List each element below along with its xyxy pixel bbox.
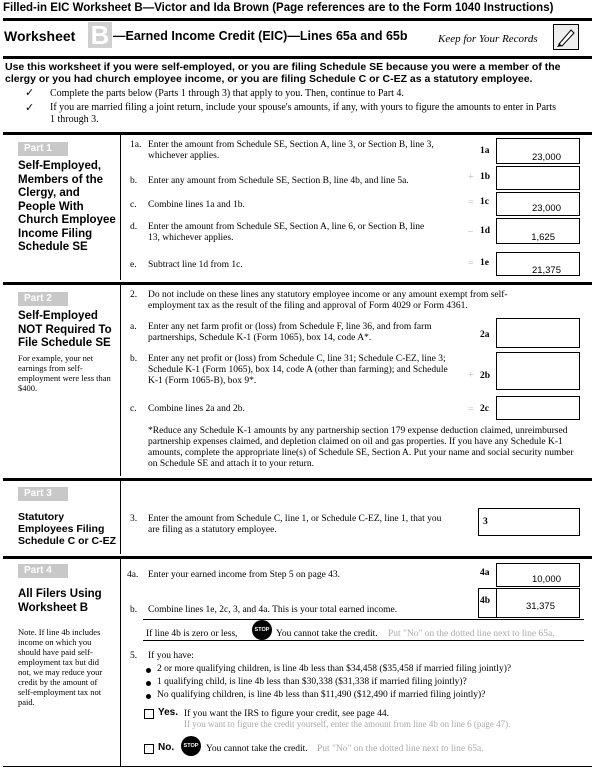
line-1a-value: 23,000 <box>531 152 561 163</box>
equals-operator: = <box>468 404 474 415</box>
line-2b-field[interactable] <box>496 352 580 390</box>
part1-tag: Part 1 <box>18 142 68 156</box>
box-2c-label: 2c <box>480 404 489 414</box>
part1-rule <box>3 132 592 135</box>
part2-sidebar <box>18 292 118 393</box>
line-4b-num: b. <box>130 605 138 615</box>
plus-operator: + <box>468 370 474 381</box>
line-2a-num: a. <box>130 322 137 332</box>
part2-divider <box>120 284 121 476</box>
box-1d-label: 1d <box>480 226 491 236</box>
bullet-icon <box>146 681 151 686</box>
no-checkbox[interactable] <box>144 744 154 754</box>
bullet-icon <box>146 694 151 699</box>
box-1c-label: 1c <box>480 197 489 207</box>
box-1a-label: 1a <box>480 146 490 156</box>
line-3-text: Enter the amount from Schedule C, line 1, or Schedule C-EZ, line 1, that you are filing as a statutory employee. <box>148 514 442 535</box>
line-1c-value: 23,000 <box>531 203 561 214</box>
line-2a-field[interactable] <box>496 318 580 348</box>
line-1d-text: Enter the amount from Schedule SE, Section A, line 6, or Section B, line 13, whichever applies. <box>148 222 425 243</box>
line-1d-value: 1,625 <box>531 232 555 243</box>
line-2a-text: Enter any net farm profit or (loss) from Schedule F, line 36, and from farm partnerships, Schedule K-1 (Form 1065), box 14, code A*. <box>148 322 432 343</box>
stop-sign-icon: STOP <box>252 620 272 640</box>
line-2c-field[interactable] <box>496 396 580 420</box>
line-4b-value: 31,375 <box>525 601 555 612</box>
if-zero-text: If line 4b is zero or less, <box>146 629 238 639</box>
stop-sign-icon: STOP <box>181 736 201 756</box>
line-1b-num: b. <box>130 176 138 186</box>
line-1b-field[interactable] <box>496 166 580 190</box>
checkmark-icon: ✓ <box>25 102 35 114</box>
line-1a-field[interactable] <box>496 138 580 164</box>
if-you-have-text: If you have: <box>148 651 194 661</box>
yes-note: If you want to figure the credit yourself, enter the amount from line 4b on line 6 (page 47). <box>184 719 511 729</box>
part3-divider <box>120 480 121 554</box>
box-4a-label: 4a <box>480 568 490 578</box>
part4-note: Note. If line 4b includes income on which you should have paid self-employment tax but did not, we may reduce your credit by the amount of self-employment tax not paid. <box>18 627 103 707</box>
line-2c-num: c. <box>130 404 137 414</box>
part4-divider <box>120 558 121 766</box>
plus-operator: + <box>468 172 474 183</box>
part4-rule <box>3 556 592 559</box>
yes-text: If you want the IRS to figure your credit, see page 44. <box>184 709 389 719</box>
line-4a-text: Enter your earned income from Step 5 on page 43. <box>148 570 341 580</box>
line-2c-text: Combine lines 2a and 2b. <box>148 404 245 414</box>
line-1e-field[interactable] <box>496 252 580 276</box>
line-2b-text: Enter any net profit or (loss) from Schedule C, line 31; Schedule C-EZ, line 3; Schedule K-1 (Form 1065), box 14, code A (other than farming); and Schedule K-1 (Form 1065-B), box 9*. <box>148 354 448 386</box>
no-label: No. <box>158 742 175 753</box>
intro-bullet-2: If you are married filing a joint return, include your spouse's amounts, if any, with yours to figure the amounts to enter in Parts 1 through 3. <box>50 102 557 125</box>
cannot-take-credit-text: You cannot take the credit. <box>276 629 378 639</box>
line-1c-field[interactable] <box>496 192 580 216</box>
part4-tag: Part 4 <box>18 564 68 578</box>
line-4a-num: 4a. <box>127 570 139 580</box>
document-title: Filled-in EIC Worksheet B—Victor and Ida Brown (Page references are to the Form 1040 Instructions) <box>3 2 554 14</box>
no-put-no-note: Put "No" on the dotted line next to line 65a. <box>317 744 484 754</box>
condition-1: 2 or more qualifying children, is line 4b less than $34,458 ($35,458 if married filing jointly)? <box>157 664 512 674</box>
worksheet-title: —Earned Income Credit (EIC)—Lines 65a and 65b <box>113 29 408 43</box>
pen-icon <box>553 24 579 50</box>
worksheet-letter: B <box>88 22 112 48</box>
yes-checkbox[interactable] <box>144 709 154 719</box>
bottom-rule <box>3 766 592 767</box>
condition-2: 1 qualifying child, is line 4b less than $30,338 ($31,338 if married filing jointly)? <box>157 677 467 687</box>
line-2-text: Do not include on these lines any statutory employee income or any amount exempt from self-employment tax as the result of the filing and approval of Form 4029 or Form 4361. <box>148 290 508 311</box>
line-1d-num: d. <box>130 222 138 232</box>
part1-divider <box>120 134 121 280</box>
part3-sidebar <box>18 487 118 547</box>
intro-bullet-1: Complete the parts below (Parts 1 through 3) that apply to you. Then, continue to Part 4. <box>50 88 404 99</box>
part1-title: Self-Employed, Members of the Clergy, and People With Church Employee Income Filing Schedule SE <box>18 160 116 253</box>
equals-operator: = <box>468 258 474 269</box>
box-3-label: 3 <box>483 517 488 527</box>
box-1b-label: 1b <box>480 172 491 182</box>
box-2a-label: 2a <box>480 330 490 340</box>
box-1e-label: 1e <box>480 258 489 268</box>
line-5-num: 5. <box>130 651 138 661</box>
part3-tag: Part 3 <box>18 487 68 501</box>
line-3-num: 3. <box>130 514 138 524</box>
line-2b-num: b. <box>130 354 138 364</box>
put-no-note: Put "No" on the dotted line next to line 65a. <box>388 629 555 639</box>
part2-title: Self-Employed NOT Required To File Schedule SE <box>18 310 112 349</box>
line-1c-text: Combine lines 1a and 1b. <box>148 200 245 210</box>
box-4b-label: 4b <box>480 596 491 606</box>
line-1e-num: e. <box>130 260 137 270</box>
line-2-num: 2. <box>130 290 138 300</box>
part4-sidebar <box>18 564 118 707</box>
minus-operator: – <box>468 226 473 237</box>
line-1a-num: 1a. <box>130 140 142 150</box>
part4-title: All Filers Using Worksheet B <box>18 588 102 614</box>
header-rule <box>3 56 592 59</box>
line-3-field[interactable] <box>478 508 580 536</box>
line-1e-text: Subtract line 1d from 1c. <box>148 260 243 270</box>
keep-records-note: Keep for Your Records <box>438 33 538 45</box>
line-4a-field[interactable] <box>496 563 580 587</box>
part3-rule <box>3 478 592 481</box>
yes-label: Yes. <box>158 707 179 718</box>
line-4a-value: 10,000 <box>531 574 561 585</box>
part3-title: Statutory Employees Filing Schedule C or C-EZ <box>18 511 117 547</box>
bullet-icon <box>146 668 151 673</box>
line-1a-text: Enter the amount from Schedule SE, Section A, line 3, or Section B, line 3, whichever applies. <box>148 140 434 161</box>
line-1d-field[interactable] <box>496 218 580 244</box>
line-1b-text: Enter any amount from Schedule SE, Section B, line 4b, and line 5a. <box>148 176 409 186</box>
condition-3: No qualifying children, is line 4b less than $11,490 ($12,490 if married filing jointly)? <box>157 690 486 700</box>
line-4b-field[interactable] <box>496 588 580 618</box>
intro-text: Use this worksheet if you were self-employed, or you are filing Schedule SE because you were a member of the clergy or you had church employee income, or you are filing Schedule C or C-EZ as a statutory employee. <box>5 61 561 85</box>
line-1e-value: 21,375 <box>531 265 561 276</box>
part2-tag: Part 2 <box>18 292 68 306</box>
box-2b-label: 2b <box>480 371 491 381</box>
part2-note: For example, your net earnings from self-employment were less than $400. <box>18 352 111 393</box>
equals-operator: = <box>468 197 474 208</box>
line-4b-text: Combine lines 1e, 2c, 3, and 4a. This is your total earned income. <box>148 605 398 615</box>
line-1c-num: c. <box>130 200 137 210</box>
worksheet-word: Worksheet <box>4 28 76 44</box>
part1-sidebar <box>18 142 118 255</box>
checkmark-icon: ✓ <box>25 87 35 99</box>
part2-rule <box>3 282 592 285</box>
no-cannot-text: You cannot take the credit. <box>206 744 308 754</box>
part2-footnote: *Reduce any Schedule K-1 amounts by any partnership section 179 expense deduction claimed, unreimbursed partnership expenses claimed, and depletion claimed on oil and gas properties. If you have any Schedule K-1 amounts, complete the appropriate line(s) of Schedule SE, Section A. Put your name and social security number on Schedule SE and attach it to your return. <box>148 426 574 469</box>
